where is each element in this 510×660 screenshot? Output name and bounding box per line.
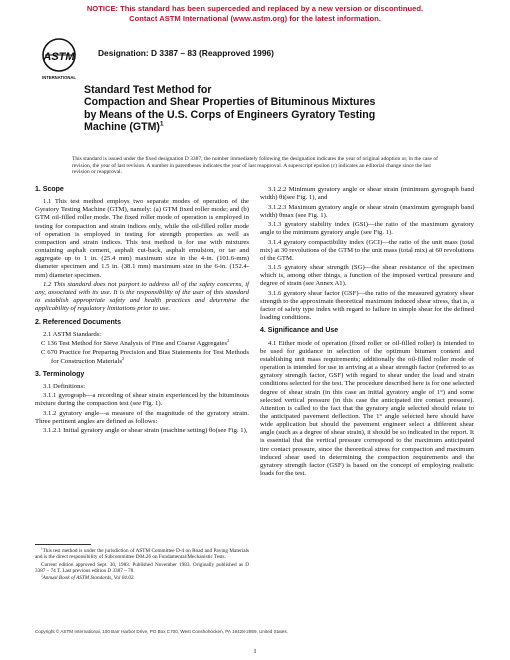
right-column [260, 186, 474, 479]
left-column [35, 186, 249, 437]
section-heading-terminology: 3. Terminology [35, 370, 85, 378]
paragraph-2-1: 2.1 ASTM Standards: [43, 330, 102, 338]
footnote-1: $^1$This test method is under the jurisdiction of ASTM Committee D-4 on Road and Paving Materials and is the direct responsibility of Subcommittee D04.26 on Fundamental/Mechanistic Tests. [35, 546, 249, 561]
paragraph-1-1: 1.1 This test method employs two separate modes of operation of the Gyratory Testing Machine (GTM), namely: (a) GTM fixed roller mode; and (b) GTM oil-filled roller mode. The fixed roller mode of operation is employed in testing for compaction and strain indices only, while the oil-filled roller mode of operation is employed in testing for strength properties as well as compaction and strain indices. This test method is for use with mixtures containing asphalt cement, asphalt cut-back, asphalt emulsion, or tar and aggregate up to 1 in. (25.4 mm) maximum size in the 4-in. (101.6-mm) diameter specimen and 1.5 in. (38.1 mm) maximum size in the 6-in. (152.4-mm) diameter specimen. [35, 198, 249, 279]
title-line-1: Standard Test Method for [84, 84, 212, 96]
paragraph-3-1-2-2: 3.1.2.2 Minimum gyratory angle or shear strain (minimum gyrograph band width) θi(see Fig. 1), and [260, 186, 474, 202]
title-footnote-ref: 1 [159, 120, 164, 128]
title-line-4: Machine (GTM) [84, 121, 160, 134]
footnote-2: $^2$Annual Book of ASTM Standards, Vol 04.02. [41, 573, 135, 582]
paragraph-3-1-1: 3.1.1 gyrograph—a recording of shear strain experienced by the bituminous mixture during the compaction test (see Fig. 1). [35, 392, 249, 408]
section-heading-significance: 4. Significance and Use [260, 327, 339, 335]
reference-c136: C 136 Test Method for Sieve Analysis of Fine and Coarse Aggregates$^2$ [41, 337, 230, 348]
logo-wordmark: ASTM [43, 51, 75, 63]
document-title [84, 84, 464, 134]
issued-note: This standard is issued under the fixed designation D 3387; the number immediately following the designation indicates the year of original adoption or, in the case of revision, the year of last revision. A number in parentheses indicates the year of last reapproval. A superscript epsilon (ε) indicates an editorial change since the last revision or reapproval. [72, 156, 438, 176]
paragraph-3-1-2-1: 3.1.2.1 Initial gyratory angle or shear strain (machine setting) θo(see Fig. 1), [43, 427, 248, 435]
paragraph-1-2: 1.2 This standard does not purport to address all of the safety concerns, if any, associated with its use. It is the responsibility of the user of this standard to establish appropriate safety and health practices and determine the applicability of regulatory limitations prior to use. [35, 280, 249, 313]
footnote-1b: Current edition approved Sept. 30, 1983. Published November 1983. Originally published as D 3387 – 74 T. Last previous edition D 3387 – 78. [35, 561, 249, 574]
notice-line-2: Contact ASTM International (www.astm.org) for the latest information. [129, 13, 381, 23]
footnotes [35, 544, 249, 582]
astm-logo [36, 36, 82, 82]
reference-c670: C 670 Practice for Preparing Precision and Bias Statements for Test Methods for Construction Materials$^2$ [41, 349, 249, 365]
copyright-notice: Copyright © ASTM International, 100 Barr Harbor Drive, PO Box C700, West Conshohocken, PA 19428-2959, United States. [35, 629, 288, 634]
title-line-3: by Means of the U.S. Corps of Engineers Gyratory Testing [84, 108, 376, 121]
paragraph-3-1: 3.1 Definitions: [43, 382, 85, 390]
paragraph-3-1-5: 3.1.5 gyratory shear strength (SG)—the shear resistance of the specimen which is, among other things, a function of the imposed vertical pressure and degree of strain (see Annex A1). [260, 264, 474, 288]
footnote-rule [35, 544, 91, 545]
title-line-2: Compaction and Shear Properties of Bituminous Mixtures [84, 96, 376, 109]
paragraph-3-1-3: 3.1.3 gyratory stability index (GSI)—the ratio of the maximum gyratory angle to the minimum gyratory angle (see Fig. 1). [260, 221, 474, 237]
paragraph-3-1-2: 3.1.2 gyratory angle—a measure of the magnitude of the gyratory strain. Three pertinent angles are defined as follows: [35, 409, 249, 425]
paragraph-3-1-2-3: 3.1.2.3 Maximum gyratory angle or shear strain (maximum gyrograph band width) θmax (see Fig. 1). [260, 203, 474, 219]
logo-subtext: INTERNATIONAL [42, 75, 76, 80]
paragraph-4-1: 4.1 Either mode of operation (fixed roller or oil-filled roller) is intended to be used for guidance in selection of the optimum bitumen content and establishing unit mass requirements; additionally the oil-filled roller mode of operation is intended for use in arriving at a shear strength factor (referred to as gyratory strength factor, GSF) with regard to shear under the load and strain conditions selected for the test. The procedure described here is for one selected degree of shear strain (in this case an initial gyratory angle of 1°) and some selected vertical pressure (in this case the anticipated tire contact pressure). Attention is called to the fact that the gyratory angle selected should relate to the anticipated pavement deflection. The 1° angle selected here should have wide application but should the pavement engineer select a different shear angle (such as a degree of shear strain), it should be so indicated in the report. It is essential that the vertical pressure correspond to the maximum anticipated tire contact pressure, since the theoretical stress for compaction and maximum induced shear used in determining the compaction requirements and the gyratory strength factor (GSF) is based on the concept of employing realistic loads for the test. [260, 339, 474, 478]
paragraph-3-1-4: 3.1.4 gyratory compactibility index (GCI)—the ratio of the unit mass (total mix) at 30 revolutions of the GTM to the unit mass (total mix) at 60 revolutions of the GTM. [260, 238, 474, 262]
section-heading-referenced-documents: 2. Referenced Documents [35, 318, 121, 326]
supersede-notice [0, 4, 510, 23]
section-heading-scope: 1. Scope [35, 186, 64, 193]
designation: Designation: D 3387 – 83 (Reapproved 1996) [98, 48, 274, 58]
notice-line-1: NOTICE: This standard has been superceded and replaced by a new version or discontinued. [86, 4, 424, 13]
page-number: 1 [253, 648, 257, 655]
paragraph-3-1-6: 3.1.6 gyratory shear factor (GSF)—the ratio of the measured gyratory shear strength to the approximate theoretical maximum induced shear stress, that is, a factor of safety type index with regard to failure in simple shear for the defined loading conditions. [260, 289, 474, 322]
